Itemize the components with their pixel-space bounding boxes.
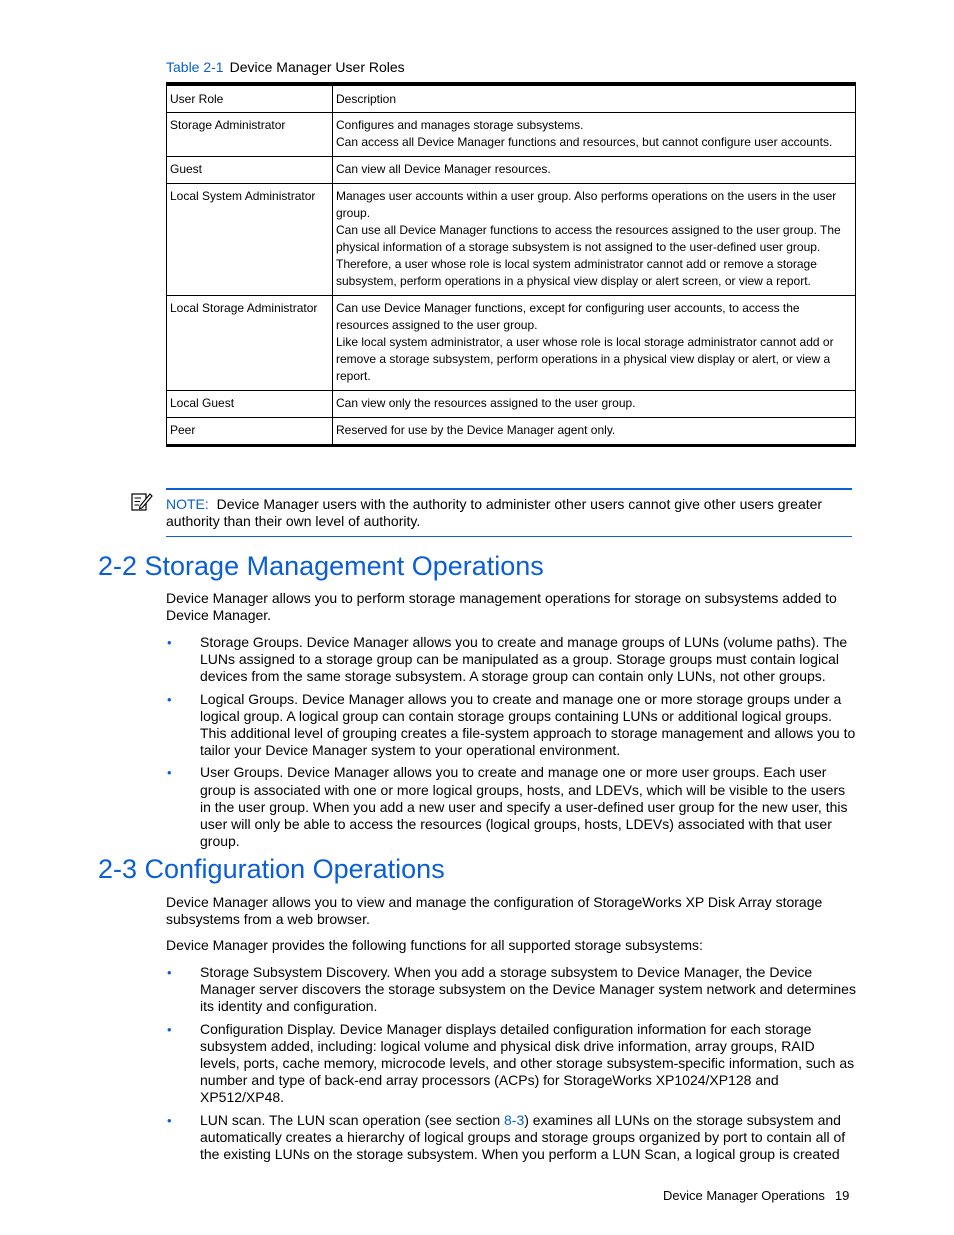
description-line: Configures and manages storage subsystems. — [336, 118, 584, 132]
table-header-row — [167, 84, 856, 113]
page-number: 19 — [834, 1188, 850, 1203]
table-caption-label: Table 2-1 — [166, 59, 224, 75]
description-cell — [333, 391, 856, 418]
list-item-text-end: ) examines all LUNs on the storage subsystem and automatically creates a hierarchy of logical groups and storage groups organized by port to contain all of the existing LUNs on the storage subsystem. When you perform a LUN Scan, a logical group is created — [200, 1111, 846, 1163]
list-item-text: Logical Groups. Device Manager allows you to create and manage one or more storage groups under a logical group. A logical group can contain storage groups containing LUNs or additional logical groups. This additional level of grouping creates a file-system approach to storage management and allows you to tailor your Device Manager system to your operational environment. — [200, 690, 856, 759]
section-2-2-bullet-list — [166, 634, 856, 855]
list-item — [166, 634, 856, 686]
table-row — [167, 113, 856, 157]
description-line: Can view only the resources assigned to the user group. — [336, 396, 636, 410]
table-row — [167, 391, 856, 418]
description-line: Can access all Device Manager functions and resources, but cannot configure user accounts. — [336, 135, 833, 149]
list-item-text: Storage Groups. Device Manager allows you to create and manage groups of LUNs (volume paths). The LUNs assigned to a storage group can be manipulated as a group. Storage groups must contain logical devices from the same storage subsystem. A storage group can contain only LUNs, not other groups. — [200, 634, 848, 685]
description-line: Can use all Device Manager functions to access the resources assigned to the user group. The physical information of a storage subsystem is not assigned to the user-defined user group. Therefore, a user whose role is local system administrator cannot add or remove a storage subsystem, perform operations in a physical view display or alert screen, or view a report. — [336, 223, 841, 288]
role-cell: Guest — [167, 157, 333, 184]
list-item — [166, 691, 856, 760]
role-cell: Local System Administrator — [167, 184, 333, 296]
table-row — [167, 184, 856, 296]
section-heading-2-2: 2-2 Storage Management Operations — [98, 551, 544, 581]
bullet-icon: • — [167, 1112, 172, 1128]
description-cell — [333, 296, 856, 391]
role-cell: Peer — [167, 418, 333, 446]
role-cell: Local Guest — [167, 391, 333, 418]
user-roles-table — [166, 82, 856, 447]
description-cell — [333, 157, 856, 184]
list-item-text — [200, 1112, 845, 1162]
section-2-3-intro: Device Manager allows you to view and manage the configuration of StorageWorks XP Disk Array storage subsystems from a web browser. — [166, 894, 823, 928]
description-cell — [333, 113, 856, 157]
note-box — [166, 488, 852, 537]
bullet-icon: • — [167, 635, 172, 650]
role-cell: Storage Administrator — [167, 113, 333, 157]
list-item — [166, 764, 856, 850]
description-cell — [333, 418, 856, 446]
header-user-role: User Role — [167, 84, 333, 113]
description-line: Can view all Device Manager resources. — [336, 162, 551, 176]
bullet-icon: • — [167, 1021, 172, 1037]
list-item-text-start: LUN scan. The LUN scan operation (see section — [200, 1111, 505, 1128]
description-line: Manages user accounts within a user group. Also performs operations on the users in the user group. — [336, 189, 837, 220]
section-2-3-functions-intro: Device Manager provides the following functions for all supported storage subsystems: — [166, 937, 703, 953]
list-item — [166, 1112, 856, 1164]
note-label: NOTE: — [166, 496, 209, 512]
section-2-2-intro: Device Manager allows you to perform storage management operations for storage on subsystems added to Device Manager. — [166, 590, 837, 624]
note-pencil-icon — [131, 491, 153, 513]
description-cell — [333, 184, 856, 296]
table-row — [167, 157, 856, 184]
section-8-3-link[interactable]: 8-3 — [504, 1111, 525, 1128]
bullet-icon: • — [167, 965, 172, 980]
table-caption — [166, 59, 405, 75]
role-cell: Local Storage Administrator — [167, 296, 333, 391]
description-line: Like local system administrator, a user whose role is local storage administrator cannot add or remove a storage subsystem, perform operations in a physical view display or alert, or view a report. — [336, 335, 834, 383]
list-item-text: Storage Subsystem Discovery. When you add a storage subsystem to Device Manager, the Device Manager server discovers the storage subsystem on the Device Manager system network and determines its identity and configuration. — [200, 964, 856, 1015]
page-footer — [663, 1188, 849, 1203]
description-line: Can use Device Manager functions, except for configuring user accounts, to access the resources assigned to the user group. — [336, 301, 800, 332]
list-item-text: User Groups. Device Manager allows you to create and manage one or more user groups. Each user group is associated with one or more logical groups, hosts, and LDEVs, which will be visible to the users in the user group. When you add a new user and specify a user-defined user group for the new user, this user will only be able to access the resources (logical groups, hosts, LDEVs) associated with that user group. — [200, 764, 848, 850]
table-row — [167, 418, 856, 446]
bullet-icon: • — [167, 765, 172, 781]
table-caption-title: Device Manager User Roles — [229, 59, 405, 75]
note-text: Device Manager users with the authority to administer other users cannot give other users greater authority than their own level of authority. — [166, 496, 823, 529]
section-heading-2-3: 2-3 Configuration Operations — [98, 854, 445, 884]
bullet-icon: • — [167, 691, 172, 707]
list-item — [166, 964, 856, 1016]
footer-title: Device Manager Operations — [663, 1188, 825, 1203]
section-2-3-bullet-list — [166, 964, 856, 1168]
description-line: Reserved for use by the Device Manager agent only. — [336, 423, 616, 437]
list-item-text: Configuration Display. Device Manager displays detailed configuration information for each storage subsystem added, including: logical volume and physical disk drive information, array groups, RAID levels, ports, cache memory, microcode levels, and other storage subsystem-specific information, such as number and type of back-end array processors (ACPs) for StorageWorks XP1024/XP128 and XP512/XP48. — [200, 1020, 855, 1106]
table-row — [167, 296, 856, 391]
header-description: Description — [333, 84, 856, 113]
list-item — [166, 1021, 856, 1107]
